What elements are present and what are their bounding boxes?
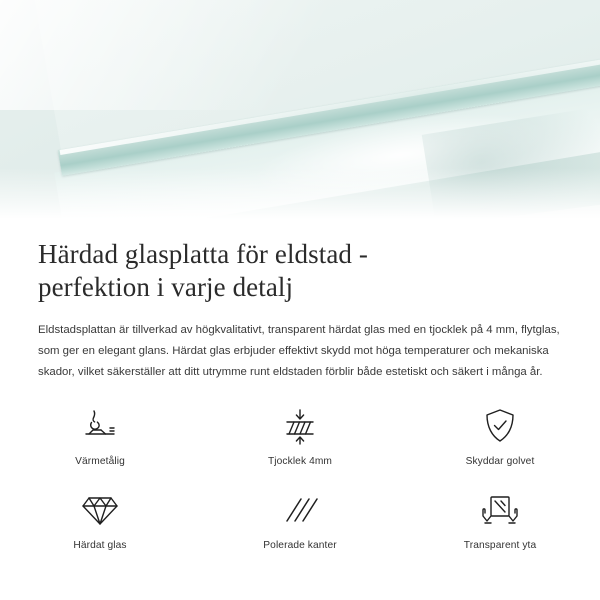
hero-product-image	[0, 0, 600, 228]
transparent-surface-icon	[478, 488, 522, 532]
description-line-3: skador, vilket säkerställer att ditt utrymme runt eldstaden förblir både estetiskt och säkert i många år.	[38, 366, 543, 378]
feature-label: Polerade kanter	[263, 540, 337, 551]
feature-item-heat-resistant	[0, 398, 200, 482]
feature-label: Tjocklek 4mm	[267, 456, 333, 467]
feature-label: Skyddar golvet	[465, 456, 535, 467]
polished-edges-icon	[278, 488, 322, 532]
description-line-2: som ger en elegant glans. Härdat glas erbjuder effektivt skydd mot höga temperaturer och mekaniska	[38, 345, 549, 357]
hero-bottom-fade	[0, 168, 600, 228]
feature-item-thickness	[200, 398, 400, 482]
heat-resistant-icon	[78, 404, 122, 448]
description-line-1: Eldstadsplattan är tillverkad av högkvalitativt, transparent härdat glas med en tjocklek på 4 mm, flytglas,	[38, 324, 560, 336]
glass-glare-top-left	[0, 0, 420, 110]
feature-label: Härdat glas	[73, 540, 127, 551]
feature-item-transparent-surface	[400, 482, 600, 566]
feature-label: Transparent yta	[463, 540, 537, 551]
page-title-line-2: perfektion i varje detalj	[38, 272, 294, 302]
product-description	[0, 304, 600, 383]
content-block	[0, 228, 600, 383]
feature-item-polished-edges	[200, 482, 400, 566]
page-title-line-1: Härdad glasplatta för eldstad -	[38, 239, 368, 269]
thickness-icon	[278, 404, 322, 448]
feature-label: Värmetålig	[75, 456, 125, 467]
feature-grid	[0, 398, 600, 566]
page-title	[0, 228, 600, 304]
feature-item-floor-protection	[400, 398, 600, 482]
diamond-icon	[78, 488, 122, 532]
feature-item-tempered-glass	[0, 482, 200, 566]
shield-icon	[478, 404, 522, 448]
